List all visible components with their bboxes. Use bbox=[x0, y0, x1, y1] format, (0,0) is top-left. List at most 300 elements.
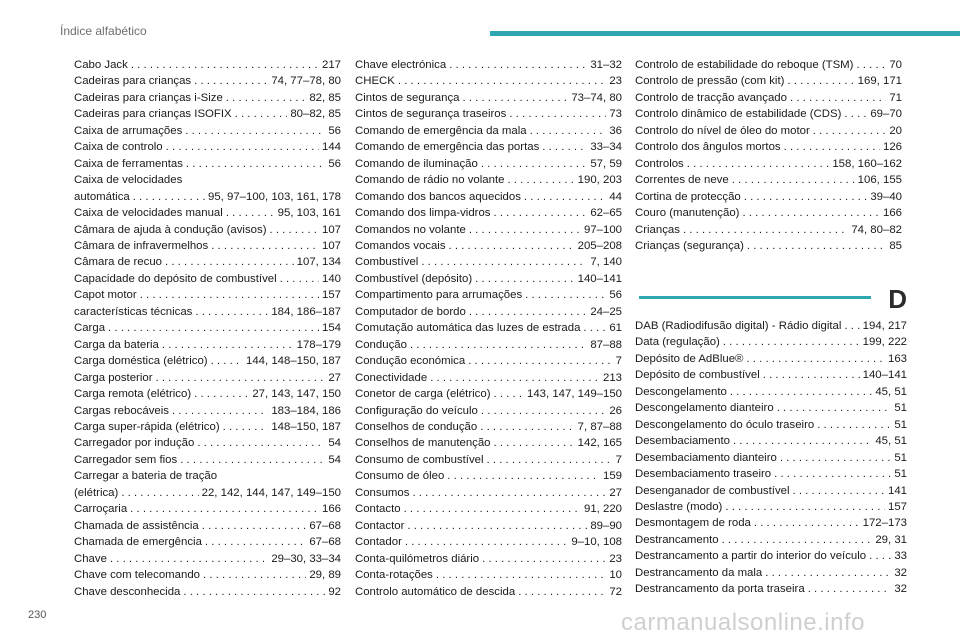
index-term: Contacto bbox=[355, 503, 401, 516]
index-term: Carga posterior bbox=[74, 371, 153, 384]
index-entry bbox=[74, 57, 341, 73]
dot-leader bbox=[110, 551, 268, 567]
index-term: Controlo de estabilidade do reboque (TSM) bbox=[635, 59, 854, 71]
index-page-refs: 183–184, 186 bbox=[271, 404, 341, 417]
index-term: Cintos de segurança bbox=[355, 91, 460, 104]
index-page-refs: 33 bbox=[894, 550, 907, 563]
index-page-refs: 62–65 bbox=[590, 207, 622, 220]
index-entry bbox=[635, 532, 907, 548]
index-entry bbox=[355, 551, 622, 567]
dot-leader bbox=[226, 90, 307, 106]
index-page-refs: 27, 143, 147, 150 bbox=[252, 388, 341, 401]
index-term: Consumo de combustível bbox=[355, 453, 484, 466]
dot-leader bbox=[525, 287, 606, 303]
index-entry bbox=[635, 238, 902, 254]
index-page-refs: 91, 220 bbox=[583, 503, 622, 516]
index-term: Destrancamento a partir do interior do veículo bbox=[635, 550, 867, 563]
dot-leader bbox=[449, 57, 587, 73]
index-page-refs: 7, 140 bbox=[590, 256, 622, 269]
index-term: Carroçaria bbox=[74, 503, 128, 516]
index-page-refs: 205–208 bbox=[577, 239, 622, 252]
index-entry bbox=[355, 501, 622, 517]
index-entry bbox=[355, 485, 622, 501]
index-entry-heading: Caixa de velocidades bbox=[74, 174, 183, 187]
index-page-refs: 9–10, 108 bbox=[571, 536, 622, 549]
dot-leader bbox=[763, 367, 860, 383]
index-entry bbox=[74, 271, 341, 287]
dot-leader bbox=[481, 156, 587, 172]
index-page-refs: 7 bbox=[615, 355, 622, 368]
dot-leader bbox=[730, 384, 873, 400]
index-term: Deslastre (modo) bbox=[635, 500, 723, 513]
index-term: Câmara de recuo bbox=[74, 256, 163, 269]
index-term: Comando de emergência da mala bbox=[355, 124, 527, 137]
index-entry bbox=[635, 73, 902, 89]
index-entry bbox=[635, 57, 902, 73]
index-term: Comandos no volante bbox=[355, 223, 466, 236]
dot-leader bbox=[869, 548, 891, 564]
index-term: DAB (Radiodifusão digital) - Rádio digital bbox=[635, 320, 842, 332]
index-entry bbox=[74, 337, 341, 353]
index-term: Destrancamento da mala bbox=[635, 566, 763, 579]
index-page-refs: 56 bbox=[328, 157, 341, 170]
index-page-refs: 166 bbox=[882, 207, 902, 220]
index-term: Chave bbox=[74, 552, 107, 565]
index-page-refs: 23 bbox=[609, 552, 622, 565]
index-page-refs: 184, 186–187 bbox=[271, 305, 341, 318]
index-entry bbox=[355, 584, 622, 600]
index-page-refs: 51 bbox=[894, 402, 907, 415]
index-term: Cabo Jack bbox=[74, 59, 128, 71]
index-page-refs: 92 bbox=[328, 585, 341, 598]
dot-leader bbox=[542, 139, 587, 155]
index-term: Capacidade do depósito de combustível bbox=[74, 272, 277, 285]
dot-leader bbox=[194, 73, 268, 89]
dot-leader bbox=[185, 123, 325, 139]
index-entry bbox=[635, 156, 902, 172]
index-term: Comando de emergência das portas bbox=[355, 141, 540, 154]
dot-leader bbox=[398, 73, 606, 89]
index-term: Conta-quilómetros diário bbox=[355, 552, 480, 565]
index-page-refs: 141 bbox=[887, 484, 907, 497]
index-term: Compartimento para arrumações bbox=[355, 289, 523, 302]
index-entry bbox=[355, 238, 622, 254]
index-entry bbox=[635, 106, 902, 122]
index-entry bbox=[635, 139, 902, 155]
index-entry bbox=[635, 400, 907, 416]
section-divider bbox=[639, 296, 871, 299]
index-term: Desembaciamento traseiro bbox=[635, 468, 772, 481]
dot-leader bbox=[172, 403, 268, 419]
index-page-refs: 107, 134 bbox=[296, 256, 341, 269]
index-entry bbox=[74, 584, 341, 600]
index-term: Couro (manutenção) bbox=[635, 207, 740, 220]
index-entry bbox=[355, 353, 622, 369]
dot-leader bbox=[183, 584, 325, 600]
index-entry bbox=[74, 370, 341, 386]
index-term: Destrancamento bbox=[635, 533, 719, 546]
index-page-refs: 163 bbox=[887, 352, 907, 365]
dot-leader bbox=[197, 435, 325, 451]
index-term: Chave desconhecida bbox=[74, 585, 181, 598]
index-term: Desembaciamento bbox=[635, 435, 730, 448]
index-entry bbox=[355, 534, 622, 550]
index-page-refs: 36 bbox=[609, 124, 622, 137]
index-term: Comando dos limpa-vidros bbox=[355, 207, 491, 220]
index-entry bbox=[355, 189, 622, 205]
index-term: Caixa de velocidades manual bbox=[74, 207, 223, 220]
index-page-refs: 144 bbox=[321, 141, 341, 154]
index-term: Controlo automático de descida bbox=[355, 585, 516, 598]
dot-leader bbox=[462, 90, 568, 106]
index-page-refs: 87–88 bbox=[590, 338, 622, 351]
index-entry bbox=[355, 254, 622, 270]
index-page-refs: 80–82, 85 bbox=[290, 108, 341, 121]
index-entry bbox=[355, 287, 622, 303]
index-term: Descongelamento bbox=[635, 385, 727, 398]
index-term: Cadeiras para crianças bbox=[74, 75, 192, 88]
index-entry bbox=[635, 565, 907, 581]
index-page-refs: 71 bbox=[889, 91, 902, 104]
dot-leader bbox=[469, 222, 581, 238]
index-page-refs: 74, 80–82 bbox=[851, 223, 902, 236]
index-term: Desenganador de combustível bbox=[635, 484, 790, 497]
index-page-refs: 72 bbox=[609, 585, 622, 598]
index-page-refs: 29, 89 bbox=[309, 569, 341, 582]
dot-leader bbox=[468, 353, 612, 369]
index-page-refs: 70 bbox=[889, 59, 902, 71]
dot-leader bbox=[166, 139, 319, 155]
index-entry bbox=[635, 581, 907, 597]
index-page-refs: 213 bbox=[602, 371, 622, 384]
index-page-refs: 194, 217 bbox=[862, 320, 907, 332]
dot-leader bbox=[787, 73, 854, 89]
dot-leader bbox=[487, 452, 613, 468]
index-term: Condução bbox=[355, 338, 407, 351]
dot-leader bbox=[744, 189, 868, 205]
dot-leader bbox=[162, 337, 294, 353]
dot-leader bbox=[194, 386, 249, 402]
dot-leader bbox=[156, 370, 326, 386]
index-term: Carregador por indução bbox=[74, 437, 195, 450]
dot-leader bbox=[404, 501, 581, 517]
dot-leader bbox=[856, 57, 886, 73]
index-term: Câmara de ajuda à condução (avisos) bbox=[74, 223, 267, 236]
dot-leader bbox=[790, 90, 886, 106]
index-entry-heading: Carregar a bateria de tração bbox=[74, 470, 218, 483]
dot-leader bbox=[280, 271, 319, 287]
index-entry bbox=[74, 452, 341, 468]
index-entry bbox=[635, 172, 902, 188]
dot-leader bbox=[813, 123, 887, 139]
index-entry bbox=[355, 403, 622, 419]
index-page-refs: 29, 31 bbox=[875, 533, 907, 546]
index-page-refs: 44 bbox=[609, 190, 622, 203]
index-entry bbox=[74, 485, 341, 501]
index-term: Capot motor bbox=[74, 289, 137, 302]
dot-leader bbox=[722, 532, 873, 548]
index-term: Caixa de controlo bbox=[74, 141, 163, 154]
index-page-refs: 172–173 bbox=[862, 517, 907, 530]
index-page-refs: 140–141 bbox=[577, 272, 622, 285]
index-term: características técnicas bbox=[74, 305, 193, 318]
index-term: Configuração do veículo bbox=[355, 404, 478, 417]
dot-leader bbox=[131, 57, 319, 73]
dot-leader bbox=[447, 468, 600, 484]
index-term: Cortina de protecção bbox=[635, 190, 741, 203]
index-entry bbox=[355, 90, 622, 106]
index-page-refs: 144, 148–150, 187 bbox=[245, 355, 341, 368]
index-page-refs: 140–141 bbox=[862, 369, 907, 382]
section-heading-d bbox=[635, 284, 907, 320]
dot-leader bbox=[746, 351, 885, 367]
index-page-refs: 27 bbox=[328, 371, 341, 384]
index-entry bbox=[635, 483, 907, 499]
index-entry bbox=[74, 287, 341, 303]
index-term: Crianças (segurança) bbox=[635, 239, 744, 252]
dot-leader bbox=[494, 386, 524, 402]
dot-leader bbox=[687, 156, 830, 172]
index-term: Controlo do nível de óleo do motor bbox=[635, 124, 810, 137]
index-term: Combustível bbox=[355, 256, 419, 269]
index-page-refs: 157 bbox=[321, 289, 341, 302]
index-page-refs: 67–68 bbox=[309, 536, 341, 549]
index-page-refs: 7, 87–88 bbox=[577, 420, 622, 433]
dot-leader bbox=[203, 567, 306, 583]
index-term: Depósito de AdBlue® bbox=[635, 352, 744, 365]
index-term: Consumo de óleo bbox=[355, 470, 445, 483]
index-page-refs: 148–150, 187 bbox=[271, 420, 341, 433]
watermark: carmanualsonline.info bbox=[621, 609, 865, 636]
dot-leader bbox=[412, 485, 606, 501]
dot-leader bbox=[723, 334, 860, 350]
index-page-refs: 56 bbox=[609, 289, 622, 302]
section-letter: D bbox=[888, 284, 907, 314]
dot-leader bbox=[407, 518, 587, 534]
index-entry bbox=[355, 106, 622, 122]
index-term: Desembaciamento dianteiro bbox=[635, 451, 777, 464]
dot-leader bbox=[436, 567, 606, 583]
index-term: Controlo de tracção avançado bbox=[635, 91, 787, 104]
index-entry bbox=[635, 351, 907, 367]
dot-leader bbox=[765, 565, 891, 581]
index-term: Contador bbox=[355, 536, 402, 549]
index-term: Consumos bbox=[355, 486, 410, 499]
index-page-refs: 56 bbox=[328, 124, 341, 137]
dot-leader bbox=[186, 156, 325, 172]
index-term: Chamada de emergência bbox=[74, 536, 202, 549]
index-page-refs: 159 bbox=[602, 470, 622, 483]
index-term: Carga super-rápida (elétrico) bbox=[74, 420, 220, 433]
index-page-refs: 20 bbox=[889, 124, 902, 137]
index-entry bbox=[355, 435, 622, 451]
index-term: (elétrica) bbox=[74, 486, 119, 499]
index-entry bbox=[635, 205, 902, 221]
index-term: Carregador sem fios bbox=[74, 453, 178, 466]
index-entry bbox=[635, 515, 907, 531]
dot-leader bbox=[793, 483, 885, 499]
dot-leader bbox=[226, 205, 275, 221]
dot-leader bbox=[195, 304, 268, 320]
index-page-refs: 26 bbox=[609, 404, 622, 417]
dot-leader bbox=[482, 551, 606, 567]
page-number: 230 bbox=[28, 609, 47, 621]
dot-leader bbox=[449, 238, 575, 254]
index-page-refs: 33–34 bbox=[590, 141, 622, 154]
index-page-refs: 199, 222 bbox=[862, 336, 907, 349]
index-page-refs: 178–179 bbox=[296, 338, 341, 351]
index-column-1 bbox=[74, 57, 341, 600]
dot-leader bbox=[754, 515, 860, 531]
index-page-refs: 190, 203 bbox=[577, 174, 622, 187]
index-entry bbox=[355, 304, 622, 320]
index-page-refs: 89–90 bbox=[590, 519, 622, 532]
index-term: Comandos vocais bbox=[355, 239, 446, 252]
index-page-refs: 61 bbox=[609, 322, 622, 335]
index-page-refs: 29–30, 33–34 bbox=[271, 552, 341, 565]
index-entry bbox=[74, 386, 341, 402]
index-term: Descongelamento do óculo traseiro bbox=[635, 418, 815, 431]
dot-leader bbox=[774, 466, 891, 482]
dot-leader bbox=[205, 534, 306, 550]
dot-leader bbox=[269, 222, 319, 238]
index-entry bbox=[355, 320, 622, 336]
dot-leader bbox=[524, 189, 606, 205]
index-entry bbox=[635, 548, 907, 564]
dot-leader bbox=[817, 417, 891, 433]
index-entry bbox=[635, 433, 907, 449]
index-term: Chave electrónica bbox=[355, 59, 447, 71]
index-term: Cintos de segurança traseiros bbox=[355, 108, 507, 121]
index-entry bbox=[635, 466, 907, 482]
index-term: Correntes de neve bbox=[635, 174, 729, 187]
dot-leader bbox=[475, 271, 575, 287]
dot-leader bbox=[733, 433, 872, 449]
index-term: Descongelamento dianteiro bbox=[635, 402, 774, 415]
index-entry bbox=[355, 468, 622, 484]
index-term: Depósito de combustível bbox=[635, 369, 760, 382]
index-entry bbox=[74, 353, 341, 369]
index-entry bbox=[635, 222, 902, 238]
index-term: Controlo de pressão (com kit) bbox=[635, 75, 785, 88]
index-term: Crianças bbox=[635, 223, 680, 236]
index-entry bbox=[355, 567, 622, 583]
index-page-refs: 7 bbox=[615, 453, 622, 466]
index-entry bbox=[355, 172, 622, 188]
index-entry bbox=[74, 205, 341, 221]
index-entry bbox=[74, 254, 341, 270]
index-term: Conetor de carga (elétrico) bbox=[355, 388, 491, 401]
index-entry bbox=[74, 238, 341, 254]
index-entry bbox=[635, 367, 907, 383]
dot-leader bbox=[844, 318, 859, 334]
dot-leader bbox=[481, 403, 606, 419]
dot-leader bbox=[211, 353, 243, 369]
index-entry bbox=[635, 189, 902, 205]
index-page-refs: 157 bbox=[887, 500, 907, 513]
index-page-refs: 32 bbox=[894, 566, 907, 579]
dot-leader bbox=[165, 254, 294, 270]
index-term: Comando de rádio no volante bbox=[355, 174, 505, 187]
dot-leader bbox=[747, 238, 886, 254]
dot-leader bbox=[180, 452, 325, 468]
index-entry bbox=[355, 156, 622, 172]
index-term: Cadeiras para crianças ISOFIX bbox=[74, 108, 232, 121]
index-entry bbox=[74, 534, 341, 550]
index-term: Chave com telecomando bbox=[74, 569, 200, 582]
index-page-refs: 51 bbox=[894, 451, 907, 464]
dot-leader bbox=[777, 400, 892, 416]
header-accent-bar bbox=[490, 31, 960, 36]
index-entry bbox=[74, 304, 341, 320]
dot-leader bbox=[507, 172, 574, 188]
index-entry bbox=[74, 123, 341, 139]
dot-leader bbox=[430, 370, 600, 386]
index-term: Carga bbox=[74, 322, 106, 335]
dot-leader bbox=[121, 485, 198, 501]
index-page-refs: 126 bbox=[882, 141, 902, 154]
index-page-refs: 51 bbox=[894, 468, 907, 481]
dot-leader bbox=[530, 123, 607, 139]
index-entry bbox=[74, 435, 341, 451]
dot-leader bbox=[211, 238, 319, 254]
index-term: Conselhos de condução bbox=[355, 420, 478, 433]
dot-leader bbox=[133, 189, 205, 205]
index-term: Conselhos de manutenção bbox=[355, 437, 491, 450]
index-term: Conectividade bbox=[355, 371, 428, 384]
index-page-refs: 54 bbox=[328, 437, 341, 450]
index-term: Carga remota (elétrico) bbox=[74, 388, 192, 401]
index-page-refs: 142, 165 bbox=[577, 437, 622, 450]
index-page-refs: 32 bbox=[894, 583, 907, 596]
index-page-refs: 39–40 bbox=[870, 190, 902, 203]
index-page-refs: 154 bbox=[321, 322, 341, 335]
index-term: Controlo dos ângulos mortos bbox=[635, 141, 781, 154]
index-page-refs: 82, 85 bbox=[309, 91, 341, 104]
index-entry bbox=[74, 518, 341, 534]
index-term: Comando dos bancos aquecidos bbox=[355, 190, 521, 203]
index-entry bbox=[355, 452, 622, 468]
index-page-refs: 67–68 bbox=[309, 519, 341, 532]
dot-leader bbox=[421, 254, 587, 270]
index-page-refs: 217 bbox=[321, 59, 341, 71]
index-page-refs: 97–100 bbox=[583, 223, 622, 236]
index-entry bbox=[355, 271, 622, 287]
index-term: Chamada de assistência bbox=[74, 519, 199, 532]
index-entry bbox=[635, 334, 907, 350]
dot-leader bbox=[784, 139, 880, 155]
index-page-refs: 57, 59 bbox=[590, 157, 622, 170]
index-page-refs: 107 bbox=[321, 239, 341, 252]
index-page-refs: 31–32 bbox=[590, 59, 622, 71]
index-page-refs: 140 bbox=[321, 272, 341, 285]
index-entry bbox=[355, 370, 622, 386]
index-term: automática bbox=[74, 190, 130, 203]
index-page-refs: 143, 147, 149–150 bbox=[526, 388, 622, 401]
index-term: Caixa de arrumações bbox=[74, 124, 183, 137]
index-entry bbox=[74, 156, 341, 172]
index-entry bbox=[355, 222, 622, 238]
index-page-refs: 73 bbox=[609, 108, 622, 121]
index-entry bbox=[635, 318, 907, 334]
index-term: Conta-rotações bbox=[355, 569, 433, 582]
index-term: Comutação automática das luzes de estrada bbox=[355, 322, 581, 335]
index-column-3-section-d bbox=[635, 318, 907, 598]
index-entry bbox=[355, 386, 622, 402]
index-term: Carga da bateria bbox=[74, 338, 159, 351]
dot-leader bbox=[235, 106, 288, 122]
dot-leader bbox=[742, 205, 880, 221]
